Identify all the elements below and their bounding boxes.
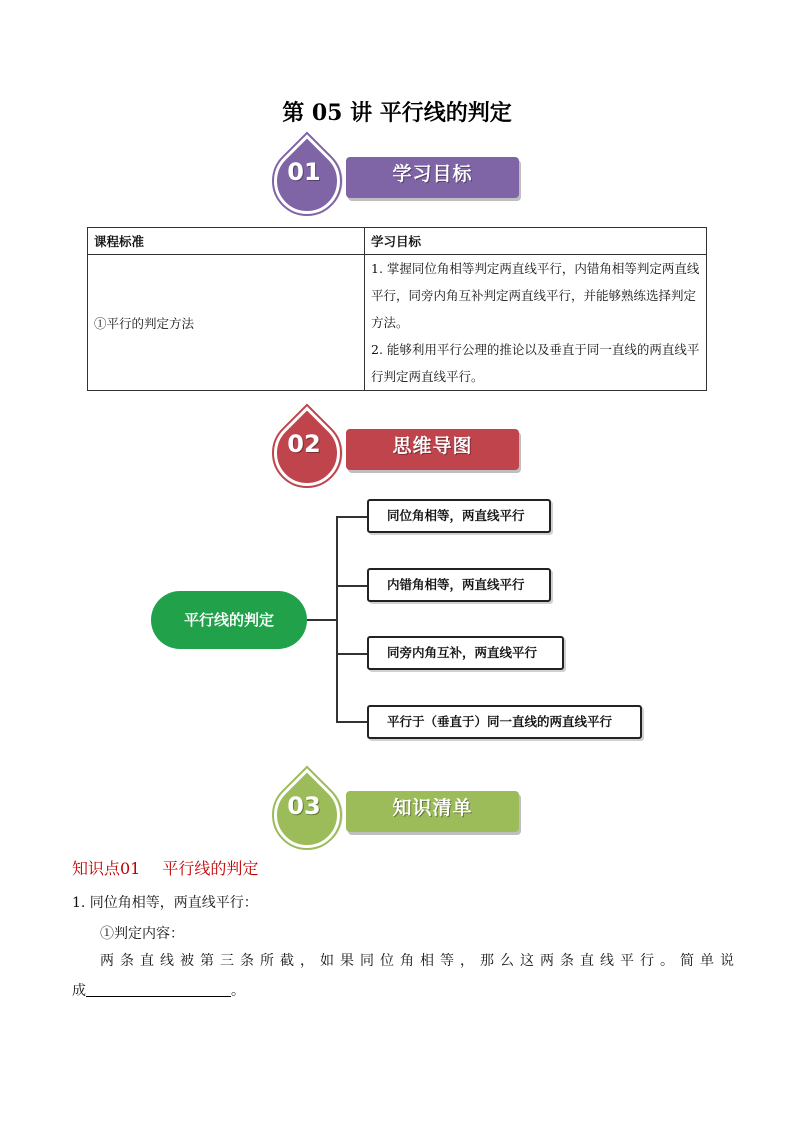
section-banner-goals xyxy=(270,146,530,212)
knowledge-heading xyxy=(72,856,258,879)
mindmap-root: 平行线的判定 xyxy=(151,591,307,649)
content-line: 两条直线被第三条所截，如果同位角相等，那么这两条直线平行。简单说 xyxy=(100,953,740,969)
section-number: 02 xyxy=(287,430,321,458)
mindmap-node: 平行于（垂直于）同一直线的两直线平行 xyxy=(367,705,642,739)
section-number: 01 xyxy=(287,158,321,186)
goal-item: 2. 能够利用平行公理的推论以及垂直于同一直线的两直线平行判定两直线平行。 xyxy=(371,342,700,384)
goals-cell xyxy=(365,255,707,391)
table-row xyxy=(88,255,707,391)
header-goals: 学习目标 xyxy=(365,228,707,255)
goals-table xyxy=(87,227,707,391)
connector-branch xyxy=(336,653,368,655)
fill-in-blank[interactable] xyxy=(86,982,231,997)
section-number: 03 xyxy=(287,792,321,820)
mindmap-node: 同位角相等，两直线平行 xyxy=(367,499,551,533)
mindmap-node: 同旁内角互补，两直线平行 xyxy=(367,636,564,670)
knowledge-title: 平行线的判定 xyxy=(162,859,259,878)
page-title: 第 05 讲 平行线的判定 xyxy=(282,100,512,126)
header-standard: 课程标准 xyxy=(88,228,365,255)
goal-item: 1. 掌握同位角相等判定两直线平行，内错角相等判定两直线平行，同旁内角互补判定两直线平行，并能够熟练选择判定方法。 xyxy=(371,261,700,330)
section-banner-knowledge xyxy=(270,780,530,846)
mindmap-node: 内错角相等，两直线平行 xyxy=(367,568,551,602)
content-line-2: 成 。 xyxy=(72,983,245,999)
connector-trunk xyxy=(336,516,338,723)
sub-heading: ①判定内容： xyxy=(100,926,184,942)
connector-branch xyxy=(336,585,368,587)
connector-branch xyxy=(336,516,368,518)
section-label: 学习目标 xyxy=(346,157,519,198)
section-label: 知识清单 xyxy=(346,791,519,832)
section-banner-mindmap xyxy=(270,418,530,484)
table-header-row xyxy=(88,228,707,255)
knowledge-number: 知识点01 xyxy=(72,859,141,878)
section-label: 思维导图 xyxy=(346,429,519,470)
standard-cell: ①平行的判定方法 xyxy=(88,255,365,391)
item-heading: 1. 同位角相等，两直线平行： xyxy=(72,895,258,911)
connector-branch xyxy=(336,721,368,723)
connector-root xyxy=(307,619,337,621)
